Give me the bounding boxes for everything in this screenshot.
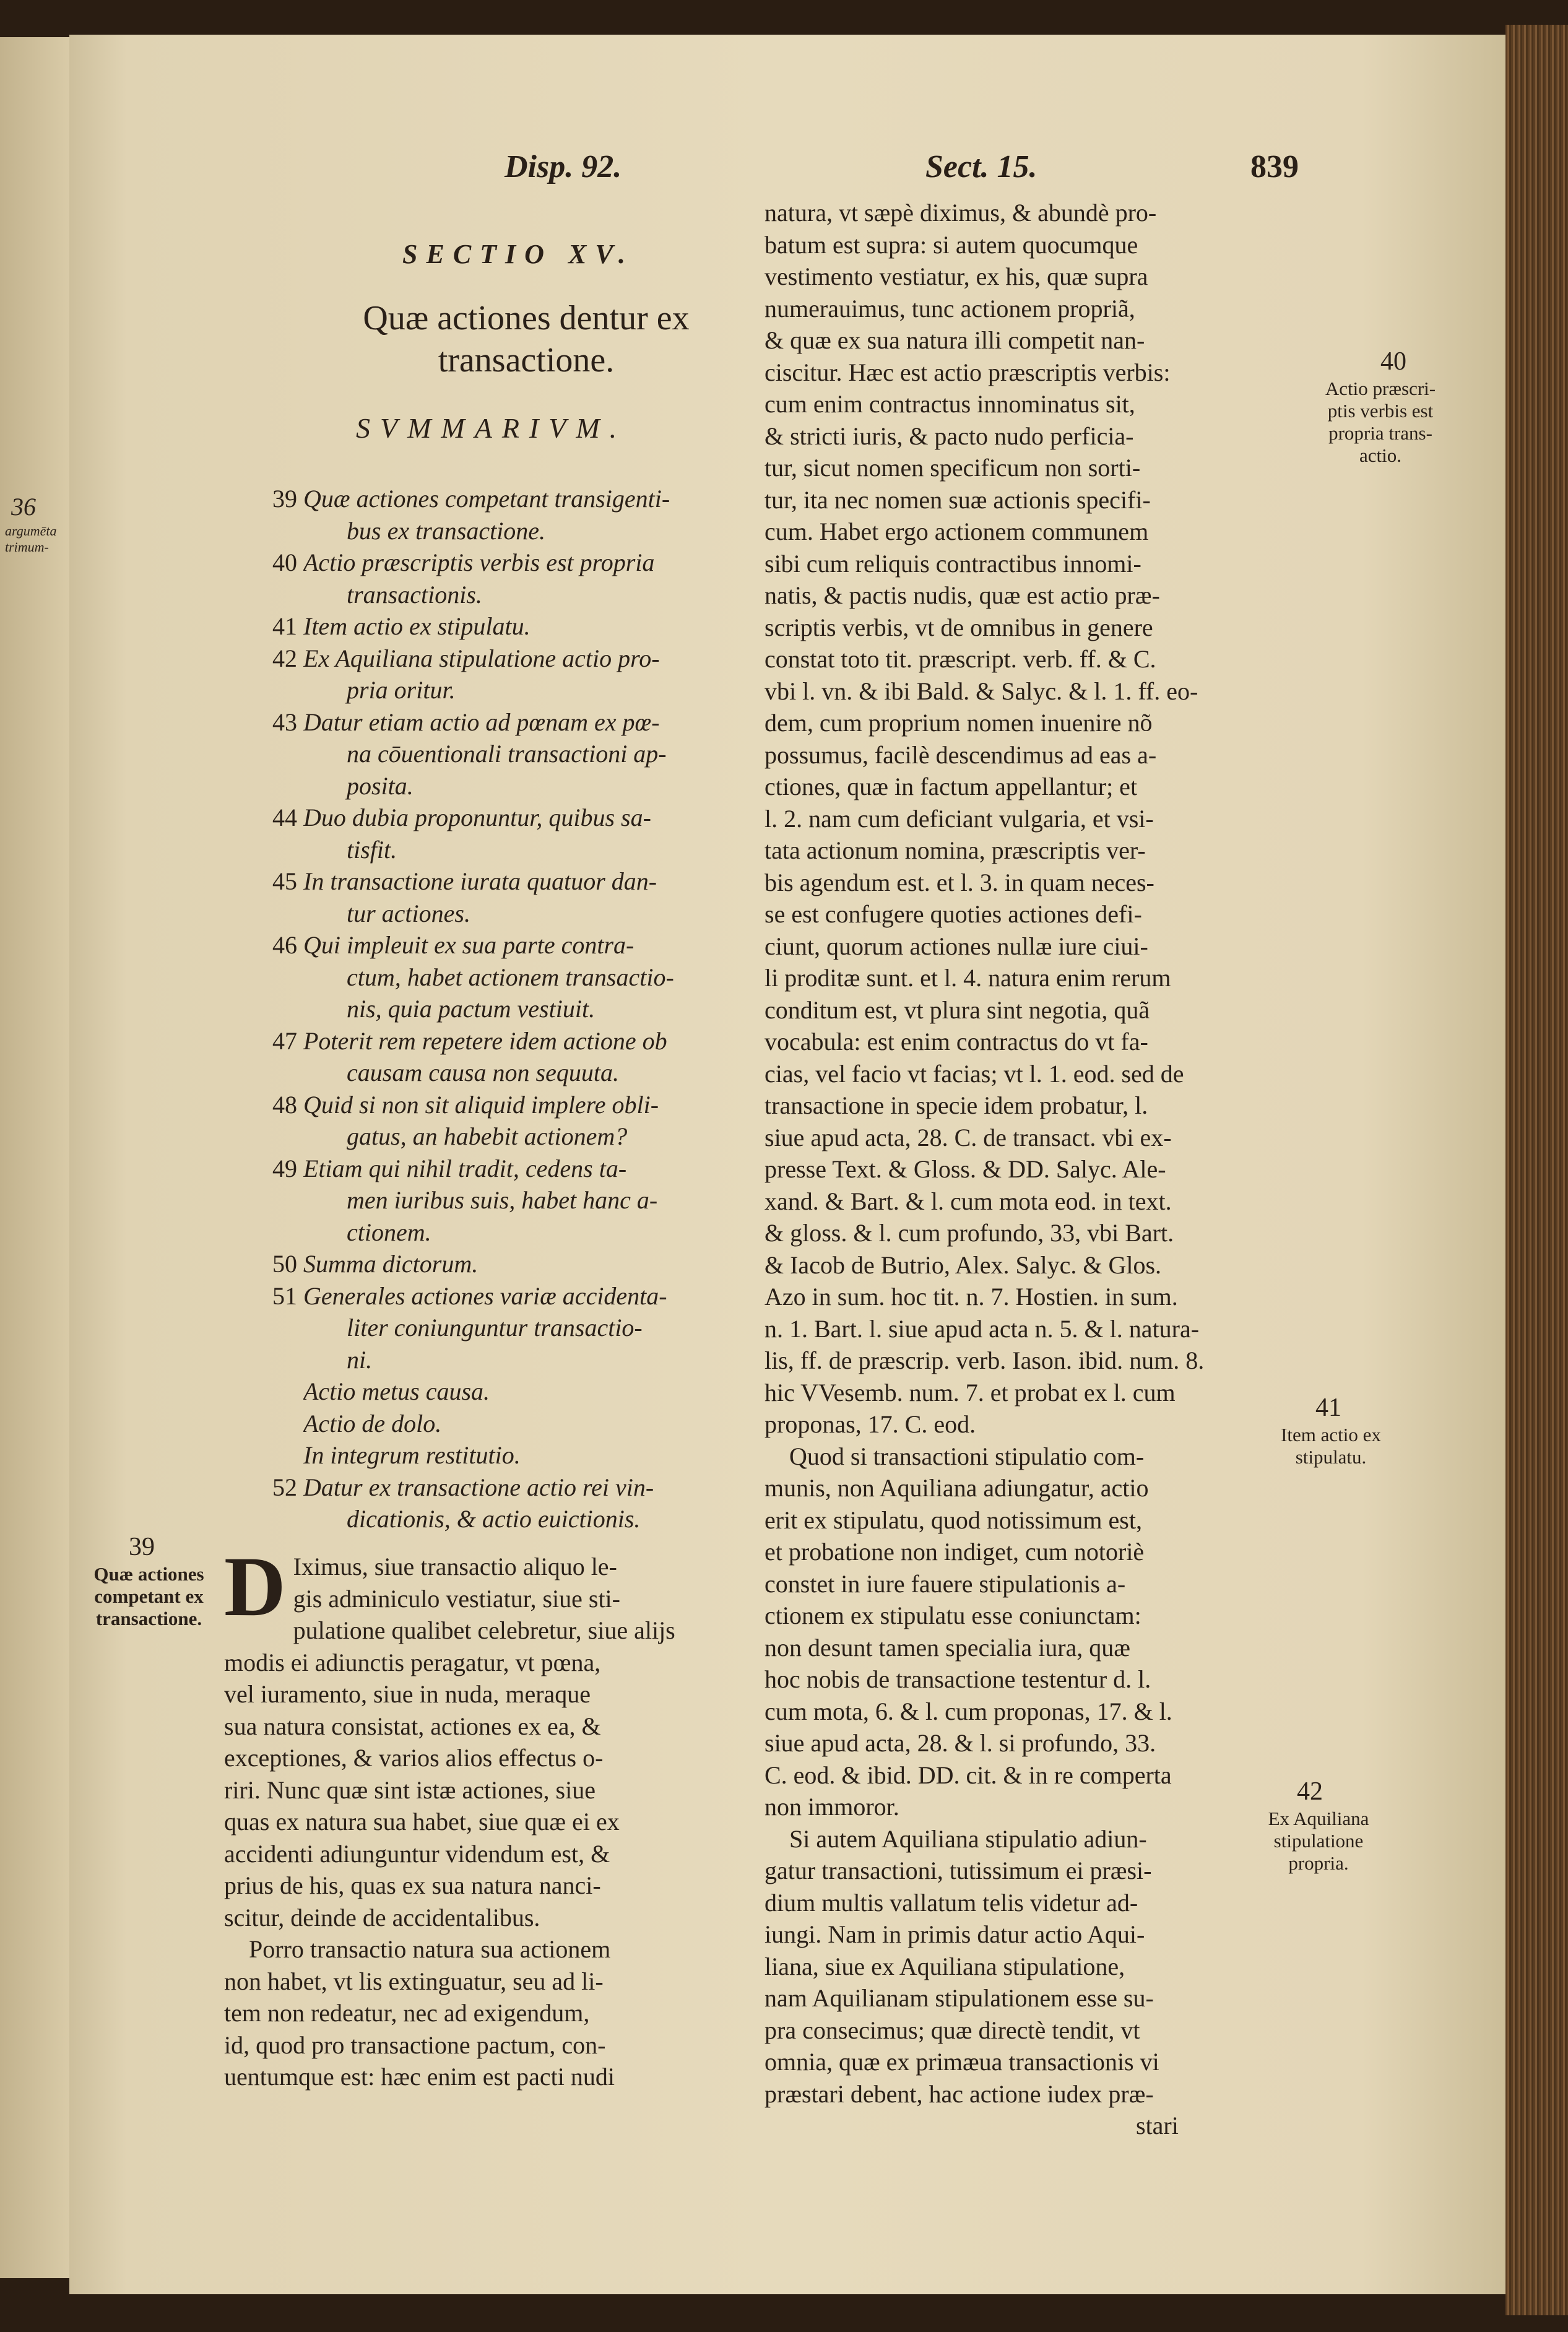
prev-page-note: argumēta trimum-	[5, 523, 57, 555]
summary-item-number: 39	[272, 485, 297, 513]
body-line: & Iacob de Butrio, Alex. Salyc. & Glos.	[765, 1251, 1162, 1279]
summary-item-line: gatus, an habebit actionem?	[347, 1122, 628, 1150]
summary-item	[272, 1153, 786, 1249]
body-line: siue apud acta, 28. C. de transact. vbi ex-	[765, 1123, 1172, 1151]
summary-item	[272, 610, 786, 643]
summary-item-text	[303, 1089, 786, 1153]
body-line: cias, vel facio vt facias; vt l. 1. eod. sed de	[765, 1059, 1184, 1088]
body-line: gatur transactioni, tutissimum ei præsi-	[765, 1857, 1152, 1884]
summary-item-line: Duo dubia proponuntur, quibus sa-	[303, 804, 651, 831]
body-line: & gloss. & l. cum profundo, 33, vbi Bart.	[765, 1219, 1174, 1247]
body-line: riri. Nunc quæ sint istæ actiones, siue	[224, 1775, 596, 1804]
body-line: Quod si transactioni stipulatio com-	[789, 1442, 1145, 1470]
body-line: stari	[1136, 2112, 1179, 2139]
summary-item-text	[303, 547, 786, 610]
summary-item-line: Summa dictorum.	[303, 1250, 479, 1278]
summary-item	[272, 483, 786, 547]
book-fore-edge	[1505, 25, 1568, 2315]
body-line: cum mota, 6. & l. cum proponas, 17. & l.	[765, 1697, 1172, 1725]
summary-item-text	[303, 1376, 786, 1408]
body-line: transactione in specie idem probatur, l.	[765, 1091, 1148, 1119]
margin-note-39: Quæ actiones competant ex transactione.	[93, 1563, 204, 1629]
body-line: dem, cum proprium nomen inuenire nõ	[765, 709, 1153, 737]
summary-item-number: 47	[272, 1026, 297, 1055]
summary-item-line: Generales actiones variæ accidenta-	[303, 1281, 667, 1310]
body-line: prius de his, quas ex sua natura nanci-	[224, 1871, 601, 1899]
summary-item	[272, 1089, 786, 1153]
body-line: tur, ita nec nomen suæ actionis specifi-	[765, 485, 1151, 514]
summary-item	[272, 1376, 786, 1408]
body-line: Iximus, siue transactio aliquo le-	[293, 1553, 617, 1580]
body-line: lis, ff. de præscrip. verb. Iason. ibid. num. 8.	[765, 1346, 1205, 1374]
summary-item-number: 50	[272, 1250, 297, 1278]
summary-item-number: 46	[272, 931, 297, 959]
summary-item-number: 45	[272, 867, 297, 895]
section-title: Quæ actiones dentur ex transactione.	[363, 299, 690, 379]
body-line: hic VVesemb. num. 7. et probat ex l. cum	[765, 1378, 1176, 1407]
summary-item	[272, 1408, 786, 1440]
summary-item-number: 44	[272, 804, 297, 831]
body-line: pra consecimus; quæ directè tendit, vt	[765, 2016, 1140, 2044]
body-line: exceptiones, & varios alios effectus o-	[224, 1744, 604, 1772]
summary-item-line: Datur etiam actio ad pœnam ex pœ-	[303, 708, 660, 736]
body-line: tata actionum nomina, præscriptis ver-	[765, 836, 1146, 864]
summary-item-text	[303, 1439, 786, 1472]
running-header-disputation: Disp. 92.	[505, 149, 622, 184]
summary-item-line: Item actio ex stipulatu.	[303, 612, 531, 640]
summary-item-number: 48	[272, 1090, 297, 1119]
summary-item-number: 41	[272, 612, 297, 640]
body-line: erit ex stipulatu, quod notissimum est,	[765, 1506, 1142, 1534]
summary-item-line: men iuribus suis, habet hanc a-	[347, 1186, 658, 1214]
body-line: batum est supra: si autem quocumque	[765, 230, 1138, 259]
margin-note-number-42: 42	[1297, 1777, 1323, 1806]
margin-note-number-41: 41	[1315, 1394, 1341, 1422]
body-line: cum. Habet ergo actionem communem	[765, 518, 1149, 545]
body-line: cum enim contractus innominatus sit,	[765, 390, 1135, 418]
body-line: dium multis vallatum telis videtur ad-	[765, 1888, 1138, 1917]
body-line: accidenti adiunguntur videndum est, &	[224, 1839, 610, 1868]
body-line: sibi cum reliquis contractibus innomi-	[765, 549, 1141, 578]
body-line: vocabula: est enim contractus do vt fa-	[765, 1028, 1148, 1055]
summary-item	[272, 1025, 786, 1089]
summary-item-line: Ex Aquiliana stipulatione actio pro-	[303, 644, 660, 672]
summary-item-line: dicationis, & actio euictionis.	[347, 1505, 641, 1533]
body-line: tem non redeatur, nec ad exigendum,	[224, 1999, 590, 2027]
body-line: natura, vt sæpè diximus, & abundè pro-	[765, 199, 1157, 227]
summary-item-text	[303, 802, 786, 865]
body-line: id, quod pro transactione pactum, con-	[224, 2031, 606, 2059]
summary-item-text	[303, 483, 786, 547]
summary-item	[272, 643, 786, 706]
summary-item-text	[303, 1408, 786, 1440]
summary-item	[272, 929, 786, 1025]
body-line: et probatione non indiget, cum notoriè	[765, 1538, 1145, 1566]
drop-cap: D	[224, 1539, 286, 1634]
summary-item-line: Actio de dolo.	[303, 1409, 442, 1437]
summary-item-line: Quæ actiones competant transigenti-	[303, 485, 670, 513]
summary-item-line: pria oritur.	[347, 676, 456, 704]
body-line: & quæ ex sua natura illi competit nan-	[765, 326, 1145, 354]
summary-item-text	[303, 610, 786, 643]
summary-item-text	[303, 1472, 786, 1535]
body-line: ctiones, quæ in factum appellantur; et	[765, 773, 1138, 800]
summary-item-line: ctionem.	[347, 1218, 431, 1246]
summary-item-number: 43	[272, 708, 297, 736]
summary-item-line: bus ex transactione.	[347, 516, 546, 545]
prev-page-note-number: 36	[11, 493, 36, 521]
body-line: hoc nobis de transactione testentur d. l.	[765, 1665, 1151, 1693]
running-header-section: Sect. 15.	[925, 149, 1037, 184]
summary-item	[272, 1472, 786, 1535]
summary-item	[272, 1248, 786, 1280]
body-line: nam Aquilianam stipulationem esse su-	[765, 1984, 1154, 2012]
summary-item-text	[303, 1153, 786, 1249]
body-line: C. eod. & ibid. DD. cit. & in re comperta	[765, 1761, 1172, 1789]
summary-item-line: nis, quia pactum vestiuit.	[347, 995, 596, 1023]
body-line: Porro transactio natura sua actionem	[249, 1935, 611, 1963]
summary-item	[272, 865, 786, 929]
summary-item-number: 42	[272, 644, 297, 672]
body-line: munis, non Aquiliana adiungatur, actio	[765, 1474, 1149, 1502]
summary-item-text	[303, 1025, 786, 1089]
margin-note-40: Actio præscri- ptis verbis est propria trans- actio.	[1325, 378, 1436, 466]
summary-item-line: Qui impleuit ex sua parte contra-	[303, 931, 635, 959]
body-line: numerauimus, tunc actionem propriã,	[765, 294, 1135, 323]
summary-item-line: In integrum restitutio.	[303, 1441, 521, 1469]
body-line: n. 1. Bart. l. siue apud acta n. 5. & l. natura-	[765, 1314, 1200, 1343]
summary-item-line: Quid si non sit aliquid implere obli-	[303, 1090, 659, 1119]
body-line: non desunt tamen specialia iura, quæ	[765, 1633, 1130, 1662]
summary-item-line: tur actiones.	[347, 899, 470, 927]
body-line: non immoror.	[765, 1793, 899, 1821]
summary-item-number: 49	[272, 1154, 297, 1182]
summary-item-text	[303, 1248, 786, 1280]
section-label: SECTIO XV.	[402, 239, 634, 269]
summary-item-line: tisfit.	[347, 835, 397, 864]
summary-item-text	[303, 706, 786, 802]
margin-note-number-39: 39	[129, 1533, 155, 1561]
summarium-heading: SVMMARIVM.	[356, 412, 627, 444]
body-line: uentumque est: hæc enim est pacti nudi	[224, 2063, 615, 2091]
summary-item-line: posita.	[347, 771, 414, 800]
body-line: xand. & Bart. & l. cum mota eod. in text.	[765, 1187, 1172, 1215]
summary-item-line: Etiam qui nihil tradit, cedens ta-	[303, 1154, 627, 1182]
body-line: natis, & pactis nudis, quæ est actio præ-	[765, 581, 1160, 609]
body-line: constat toto tit. præscript. verb. ff. & C.	[765, 645, 1156, 673]
body-line: non habet, vt lis extinguatur, seu ad li-	[224, 1967, 604, 1995]
summary-item-number	[272, 1376, 303, 1408]
body-line: ctionem ex stipulatu esse coniunctam:	[765, 1602, 1141, 1629]
body-line: siue apud acta, 28. & l. si profundo, 33.	[765, 1729, 1156, 1757]
body-line: constet in iure fauere stipulationis a-	[765, 1569, 1126, 1598]
margin-note-number-40: 40	[1380, 347, 1406, 376]
body-line: sua natura consistat, actiones ex ea, &	[224, 1712, 601, 1740]
body-line: quas ex natura sua habet, siue quæ ei ex	[224, 1808, 620, 1836]
body-line: modis ei adiunctis peragatur, vt pœna,	[224, 1648, 601, 1676]
summary-item-line: causam causa non sequuta.	[347, 1059, 619, 1086]
summary-item-line: Poterit rem repetere idem actione ob	[303, 1026, 667, 1055]
body-line: proponas, 17. C. eod.	[765, 1410, 976, 1438]
body-line: & stricti iuris, & pacto nudo perficia-	[765, 422, 1134, 450]
summary-list	[272, 483, 786, 1535]
body-line: Si autem Aquiliana stipulatio adiun-	[789, 1824, 1147, 1853]
left-body-text	[224, 1539, 724, 2093]
body-line: li proditæ sunt. et l. 4. natura enim rerum	[765, 964, 1171, 992]
summary-item-text	[303, 865, 786, 929]
summary-item-line: In transactione iurata quatuor dan-	[303, 867, 657, 895]
summary-item-line: ctum, habet actionem transactio-	[347, 963, 674, 991]
summary-item	[272, 1439, 786, 1472]
body-line: ciunt, quorum actiones nullæ iure ciui-	[765, 932, 1148, 960]
body-line: se est confugere quoties actiones defi-	[765, 900, 1142, 928]
summary-item-number: 51	[272, 1281, 297, 1310]
summary-item-number	[272, 1408, 303, 1440]
body-line: pulatione qualibet celebretur, siue alijs	[293, 1616, 675, 1644]
margin-note-42: Ex Aquiliana stipulatione propria.	[1268, 1808, 1369, 1874]
summary-item-line: ni.	[347, 1345, 373, 1374]
previous-page-edge	[0, 37, 69, 2278]
body-line: scriptis verbis, vt de omnibus in genere	[765, 613, 1153, 641]
body-line: vbi l. vn. & ibi Bald. & Salyc. & l. 1. ff. eo-	[765, 677, 1198, 705]
summary-item	[272, 706, 786, 802]
summary-item-line: transactionis.	[347, 580, 482, 609]
summary-item-line: liter coniunguntur transactio-	[347, 1314, 643, 1342]
summary-item-line: Datur ex transactione actio rei vin-	[303, 1473, 654, 1501]
summary-item-line: Actio metus causa.	[303, 1377, 490, 1405]
body-line: gis adminiculo vestiatur, siue sti-	[293, 1584, 620, 1613]
summary-item	[272, 1280, 786, 1376]
body-line: presse Text. & Gloss. & DD. Salyc. Ale-	[765, 1155, 1166, 1183]
body-line: omnia, quæ ex primæua transactionis vi	[765, 2048, 1159, 2076]
body-line: liana, siue ex Aquiliana stipulatione,	[765, 1952, 1125, 1980]
summary-item	[272, 547, 786, 610]
summary-item	[272, 802, 786, 865]
summary-item-text	[303, 929, 786, 1025]
page-number: 839	[1250, 149, 1299, 184]
summary-item-number: 40	[272, 548, 297, 576]
body-line: scitur, deinde de accidentalibus.	[224, 1903, 540, 1931]
summary-item-number: 52	[272, 1473, 297, 1501]
body-line: Azo in sum. hoc tit. n. 7. Hostien. in sum.	[765, 1283, 1178, 1311]
summary-item-text	[303, 1280, 786, 1376]
summary-item-line: na cōuentionali transactioni ap-	[347, 740, 667, 768]
body-line: vestimento vestiatur, ex his, quæ supra	[765, 262, 1148, 290]
summary-item-text	[303, 643, 786, 706]
body-line: vel iuramento, siue in nuda, meraque	[224, 1680, 591, 1708]
body-line: iungi. Nam in primis datur actio Aqui-	[765, 1920, 1145, 1948]
summary-item-number	[272, 1439, 303, 1472]
margin-note-41: Item actio ex stipulatu.	[1281, 1424, 1381, 1468]
body-line: bis agendum est. et l. 3. in quam neces-	[765, 868, 1154, 896]
summary-item-line: Actio præscriptis verbis est propria	[303, 548, 655, 576]
right-body-text	[765, 197, 1303, 2142]
body-line: possumus, facilè descendimus ad eas a-	[765, 740, 1157, 769]
body-line: tur, sicut nomen specificum non sorti-	[765, 454, 1141, 482]
body-line: conditum est, vt plura sint negotia, quã	[765, 995, 1150, 1024]
body-line: l. 2. nam cum deficiant vulgaria, et vsi-	[765, 804, 1154, 833]
body-line: ciscitur. Hæc est actio præscriptis verbis:	[765, 358, 1171, 386]
body-line: præstari debent, hac actione iudex præ-	[765, 2079, 1154, 2108]
